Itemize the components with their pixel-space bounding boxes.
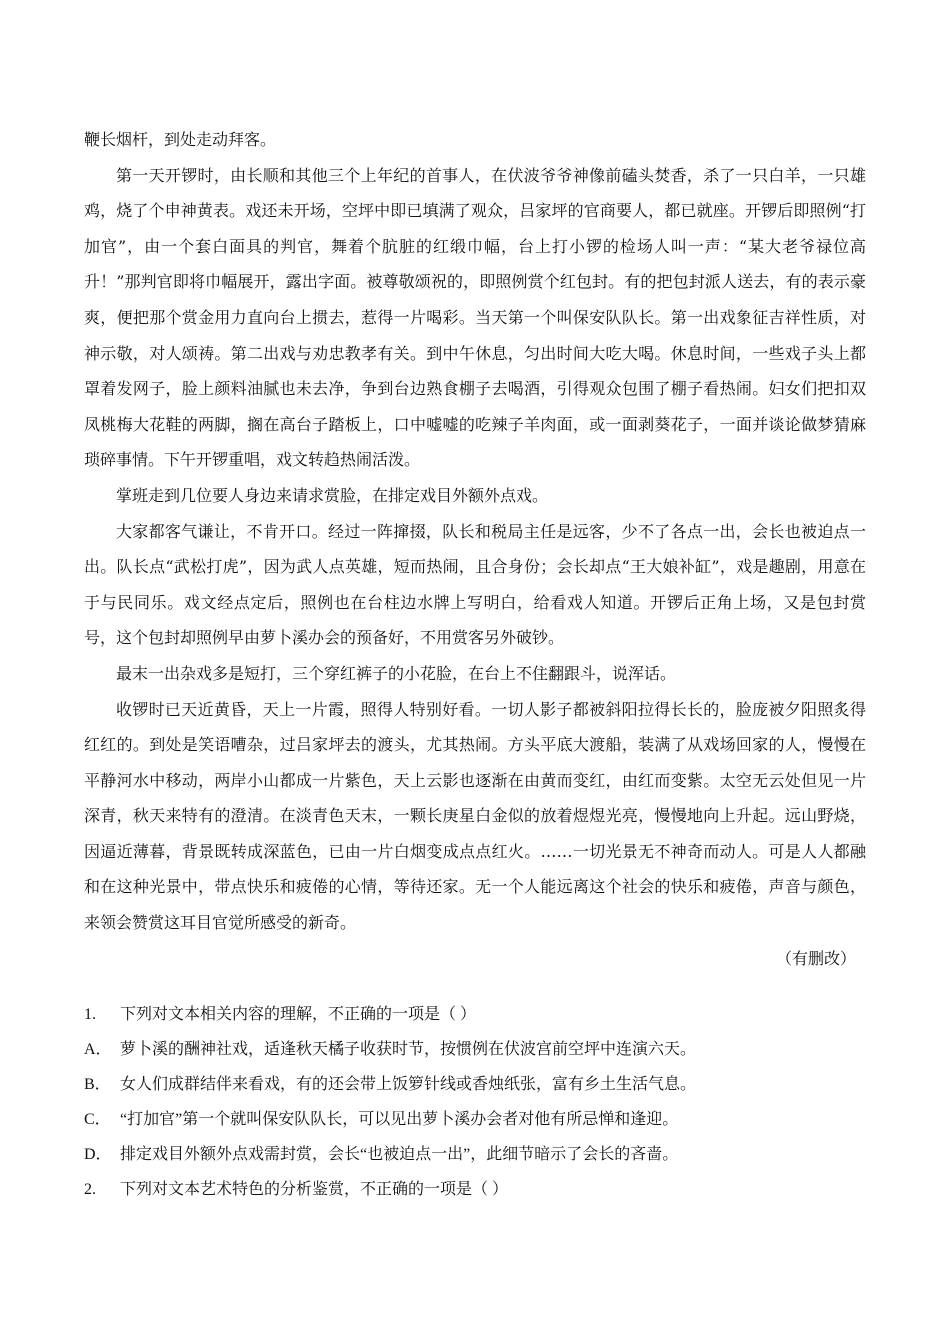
question-2 [84,1172,866,1207]
option-b [84,1067,866,1102]
option-d [84,1137,866,1172]
option-letter: A． [84,1041,112,1058]
question-number: 1. [84,1006,96,1023]
passage-paragraph: 最末一出杂戏多是短打，三个穿红裤子的小花脸，在台上不住翻跟斗，说浑话。 [116,663,677,683]
option-letter: D． [84,1146,112,1163]
question-number: 2. [84,1181,96,1198]
option-a [84,1032,866,1067]
passage-paragraph: 第一天开锣时，由长顺和其他三个上年纪的首事人，在伏波爷爷神像前磕头焚香，杀了一只白羊，一只雄鸡，烧了个申神黄表。戏还未开场，空坪中即已填满了观众，吕家坪的官商要人，都已就座。开锣后即照例“打加官”，由一个套白面具的判官，舞着个肮脏的红缎巾幅，台上打小锣的检场人叫一声：“某大老爷禄位高升！”那判官即将巾幅展开，露出字面。被尊敬颂祝的，即照例赏个红包封。有的把包封派人送去，有的表示豪爽，便把那个赏金用力直向台上掼去，惹得一片喝彩。当天第一个叫保安队队长。第一出戏象征吉祥性质，对神示敬，对人颂祷。第二出戏与劝忠教孝有关。到中午休息，匀出时间大吃大喝。休息时间，一些戏子头上都罩着发网子，脸上颜料油腻也未去净，争到台边熟食棚子去喝酒，引得观众包围了棚子看热闹。妇女们把扣双凤桃梅大花鞋的两脚，搁在高台子踏板上，口中嘘嘘的吃辣子羊肉面，或一面剥葵花子，一面并谈论做梦猜麻琐碎事情。下午开锣重唱，戏文转趋热闹活泼。 [84,165,866,470]
passage [84,122,866,977]
passage-paragraph: 掌班走到几位要人身边来请求赏脸，在排定戏目外额外点戏。 [116,485,549,505]
question-stem: 下列对文本艺术特色的分析鉴赏，不正确的一项是（ ） [120,1181,509,1198]
question-1 [84,997,866,1032]
passage-paragraph: 收锣时已天近黄昏，天上一片霞，照得人特别好看。一切人影子都被斜阳拉得长长的，脸庞被夕阳照炙得红红的。到处是笑语嘈杂，过吕家坪去的渡头，尤其热闹。方头平底大渡船，装满了从戏场回家的人，慢慢在平静河水中移动，两岸小山都成一片紫色，天上云影也逐渐在由黄而变红，由红而变紫。太空无云处但见一片深青，秋天来特有的澄清。在淡青色天末，一颗长庚星白金似的放着煜煜光亮，慢慢地向上升起。远山野烧，因逼近薄暮，背景既转成深蓝色，已由一片白烟变成点点红火。……一切光景无不神奇而动人。可是人人都融和在这种光景中，带点快乐和疲倦的心情，等待还家。无一个人能远离这个社会的快乐和疲倦，声音与颜色，来领会赞赏这耳目官觉所感受的新奇。 [84,699,866,933]
questions-section [84,997,866,1207]
option-c [84,1102,866,1137]
option-text: 萝卜溪的酬神社戏，适逢秋天橘子收获时节，按惯例在伏波宫前空坪中连演六天。 [120,1041,697,1058]
option-text: “打加官”第一个就叫保安队队长，可以见出萝卜溪办会者对他有所忌惮和逢迎。 [120,1111,679,1128]
option-text: 女人们成群结伴来看戏，有的还会带上饭箩针线或香烛纸张，富有乡土生活气息。 [120,1076,697,1093]
source-note: （有删改） [775,948,856,968]
passage-paragraph: 大家都客气谦让，不肯开口。经过一阵撺掇，队长和税局主任是远客，少不了各点一出，会长也被迫点一出。队长点“武松打虎”，因为武人点英雄，短而热闹，且合身份；会长却点“王大娘补缸”，戏是趣剧，用意在于与民同乐。戏文经点定后，照例也在台柱边水牌上写明白，给看戏人知道。开锣后正角上场，又是包封赏号，这个包封却照例早由萝卜溪办会的预备好，不用赏客另外破钞。 [84,521,866,648]
option-letter: C． [84,1111,111,1128]
question-stem: 下列对文本相关内容的理解，不正确的一项是（ ） [120,1006,477,1023]
option-letter: B． [84,1076,111,1093]
option-text: 排定戏目外额外点戏需封赏，会长“也被迫点一出”，此细节暗示了会长的吝啬。 [120,1146,679,1163]
passage-paragraph: 鞭长烟杆，到处走动拜客。 [84,130,277,149]
